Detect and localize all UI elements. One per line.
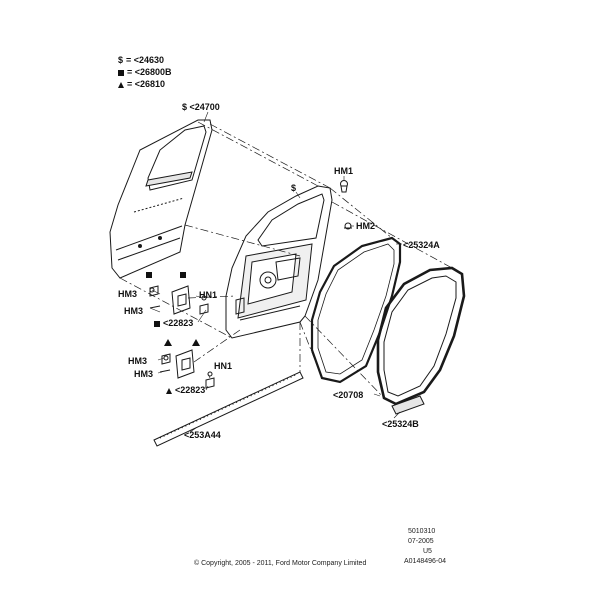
callout-dollar-marker: $	[291, 183, 297, 193]
moulding-253a44	[154, 372, 303, 446]
callout-weatherstrip-b: <25324B	[382, 419, 419, 429]
callout-hm3-upper: HM3	[118, 289, 138, 299]
callout-text: <22823	[163, 318, 194, 328]
callout-hn1-lower: HN1	[214, 361, 233, 371]
square-symbol-icon	[154, 321, 160, 327]
callout-hinge-lower	[166, 385, 205, 395]
footer-copyright: © Copyright, 2005 - 2011, Ford Motor Company Limited	[194, 560, 367, 567]
square-symbol-icon	[118, 70, 124, 76]
dollar-symbol: $	[118, 55, 124, 65]
lower-hinge	[160, 350, 214, 388]
weatherstrip-25324a	[378, 268, 464, 404]
callout-weatherstrip-a: <25324A	[403, 240, 440, 250]
legend-text: = <24630	[126, 55, 165, 65]
footer-code-2: 07-2005	[408, 538, 434, 545]
callout-seal-20708: <20708	[333, 390, 364, 400]
legend-row-dollar	[118, 54, 164, 66]
callout-hm1-top: HM1	[334, 166, 354, 176]
callout-moulding: <253A44	[184, 430, 221, 440]
footer-code-3: U5	[423, 548, 432, 555]
legend-row-triangle	[118, 78, 165, 90]
part-markers	[146, 272, 200, 346]
callout-outer-panel: $ <24700	[182, 102, 220, 112]
callout-hm3-lower: HM3	[128, 356, 148, 366]
triangle-symbol-icon	[166, 388, 172, 394]
callout-text: <22823	[175, 385, 206, 395]
callout-hinge-upper	[154, 318, 193, 328]
inner-door-frame	[226, 186, 332, 338]
footer-code-1: 5010310	[408, 528, 436, 535]
triangle-symbol-icon	[118, 82, 124, 88]
fastener-hm1	[341, 181, 348, 193]
callout-hm3-lower-b: HM3	[134, 369, 154, 379]
callout-hn1-upper: HN1	[199, 290, 218, 300]
outer-door-panel	[110, 120, 212, 278]
legend-text: = <26810	[127, 79, 166, 89]
footer-code-4: A0148496-04	[404, 558, 447, 565]
legend-text: = <26800B	[127, 67, 172, 77]
callout-hm2: HM2	[356, 221, 376, 231]
callout-hm3-upper-b: HM3	[124, 306, 144, 316]
legend-row-square	[118, 66, 172, 78]
